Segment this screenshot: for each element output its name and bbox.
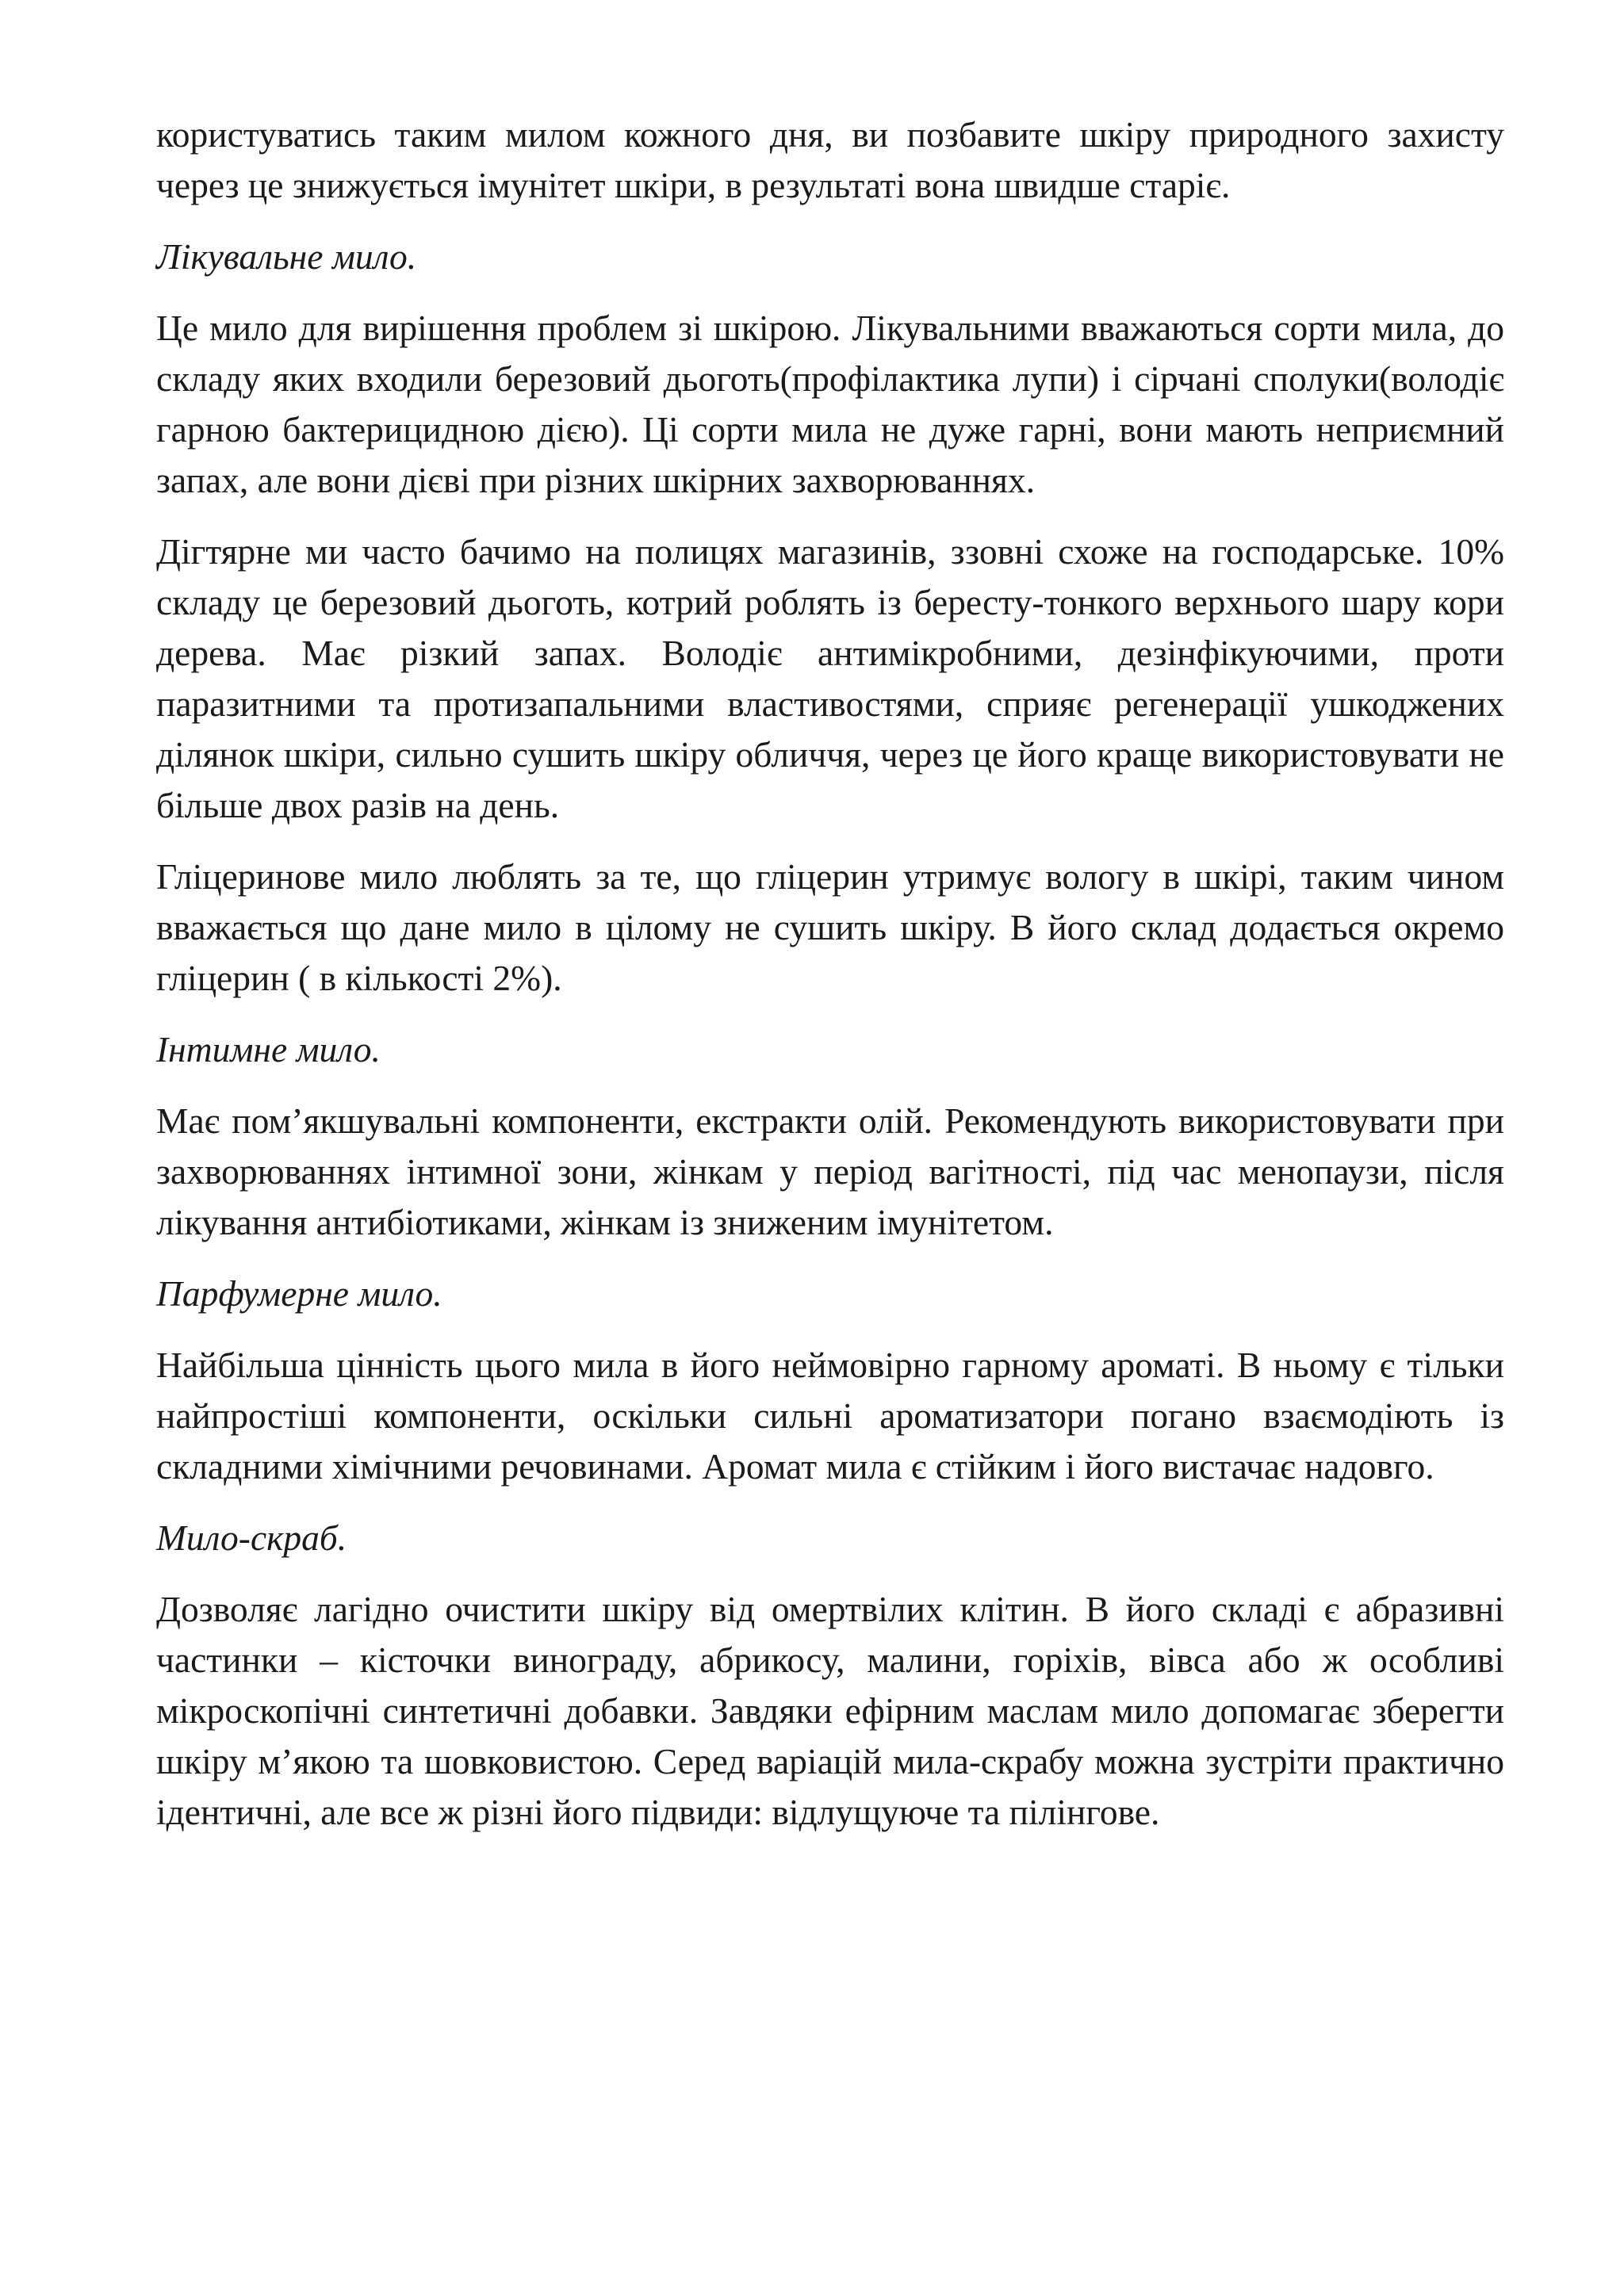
paragraph-glycerin-soap: Гліцеринове мило люблять за те, що гліцерин утримує вологу в шкірі, таким чином вважається що дане мило в цілому не сушить шкіру. В його склад додається окремо гліцерин ( в кількості 2%). — [156, 856, 1504, 998]
section-heading-intimate-soap: Інтимне мило. — [156, 1029, 381, 1070]
section-heading-medicinal-soap: Лікувальне мило. — [156, 236, 417, 277]
paragraph-intimate-soap: Має пом’якшувальні компоненти, екстракти олій. Рекомендують використовувати при захворюваннях інтимної зони, жінкам у період вагітності, під час менопаузи, після лікування антибіотиками, жінкам із зниженим імунітетом. — [156, 1100, 1504, 1242]
paragraph-tar-soap: Дігтярне ми часто бачимо на полицях магазинів, ззовні схоже на господарське. 10% складу це березовий дьоготь, котрий роблять із бересту-тонкого верхнього шару кори дерева. Має різкий запах. Володіє антимікробними, дезінфікуючими, проти паразитними та протизапальними властивостями, сприяє регенерації ушкоджених ділянок шкіри, сильно сушить шкіру обличчя, через це його краще використовувати не більше двох разів на день. — [156, 531, 1504, 825]
paragraph-medicinal-soap: Це мило для вирішення проблем зі шкірою. Лікувальними вважаються сорти мила, до складу яких входили березовий дьоготь(профілактика лупи) і сірчані сполуки(володіє гарною бактерицидною дією). Ці сорти мила не дуже гарні, вони мають неприємний запах, але вони дієві при різних шкірних захворюваннях. — [156, 308, 1504, 500]
paragraph-intro-continuation: користуватись таким милом кожного дня, ви позбавите шкіру природного захисту через це знижується імунітет шкіри, в результаті вона швидше старіє. — [156, 114, 1504, 205]
document-page — [156, 109, 1504, 1858]
paragraph-scrub-soap: Дозволяє лагідно очистити шкіру від омертвілих клітин. В його складі є абразивні частинки – кісточки винограду, абрикосу, малини, горіхів, вівса або ж особливі мікроскопічні синтетичні добавки. Завдяки ефірним маслам мило допомагає зберегти шкіру м’якою та шовковистою. Серед варіацій мила-скрабу можна зустріти практично ідентичні, але все ж різні його підвиди: відлущуюче та пілінгове. — [156, 1589, 1504, 1832]
paragraph-perfumed-soap: Найбільша цінність цього мила в його неймовірно гарному ароматі. В ньому є тільки найпростіші компоненти, оскільки сильні ароматизатори погано взаємодіють із складними хімічними речовинами. Аромат мила є стійким і його вистачає надовго. — [156, 1345, 1504, 1487]
section-heading-scrub-soap: Мило-скраб. — [156, 1517, 347, 1558]
section-heading-perfumed-soap: Парфумерне мило. — [156, 1273, 442, 1314]
